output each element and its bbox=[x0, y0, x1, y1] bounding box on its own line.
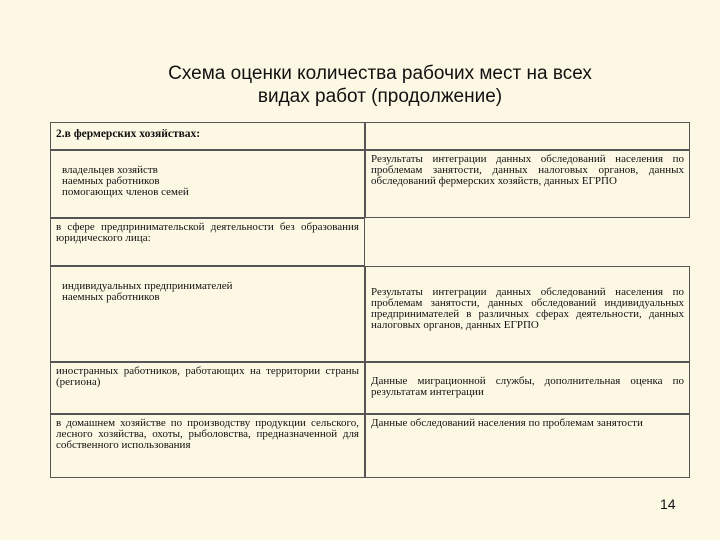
farm-categories-cell bbox=[50, 150, 365, 218]
farm-heading-cell bbox=[50, 122, 365, 150]
foreign-source: Данные миграционной службы, дополнительная оценка по результатам интеграции bbox=[371, 375, 684, 398]
household-source-cell bbox=[365, 414, 690, 478]
entrepreneur-heading: в сфере предпринимательской деятельности без образования юридического лица: bbox=[56, 221, 359, 244]
entrepreneur-categories: индивидуальных предпринимателей наемных работников bbox=[62, 280, 233, 303]
farm-categories: владельцев хозяйств наемных работников помогающих членов семей bbox=[62, 164, 189, 198]
foreign-categories: иностранных работников, работающих на территории страны (региона) bbox=[56, 365, 359, 388]
entrepreneur-source-cell bbox=[365, 266, 690, 362]
slide-title-line1: Схема оценки количества рабочих мест на всех bbox=[168, 63, 592, 84]
page-number: 14 bbox=[660, 496, 676, 512]
farm-source: Результаты интеграции данных обследований населения по проблемам занятости, данных налоговых органов, данных обследований фермерских хозяйств, данных ЕГРПО bbox=[371, 153, 684, 187]
household-categories-cell bbox=[50, 414, 365, 478]
farm-source-cell bbox=[365, 150, 690, 218]
household-source: Данные обследований населения по проблемам занятости bbox=[371, 417, 643, 429]
foreign-categories-cell bbox=[50, 362, 365, 414]
slide-title bbox=[60, 62, 700, 108]
foreign-source-cell bbox=[365, 362, 690, 414]
slide-title-line2: видах работ (продолжение) bbox=[257, 86, 503, 107]
entrepreneur-source: Результаты интеграции данных обследований населения по проблемам занятости, данных обследований индивидуальных предпринимателей в различных сферах деятельности, данных налоговых органов, данных ЕГРПО bbox=[371, 286, 684, 331]
household-categories: в домашнем хозяйстве по производству продукции сельского, лесного хозяйства, охоты, рыболовства, предназначенной для собственного использования bbox=[56, 417, 359, 451]
farm-heading: 2.в фермерских хозяйствах: bbox=[56, 128, 201, 140]
farm-heading-empty-cell bbox=[365, 122, 690, 150]
entrepreneur-heading-cell bbox=[50, 218, 365, 266]
entrepreneur-categories-cell bbox=[50, 266, 365, 362]
